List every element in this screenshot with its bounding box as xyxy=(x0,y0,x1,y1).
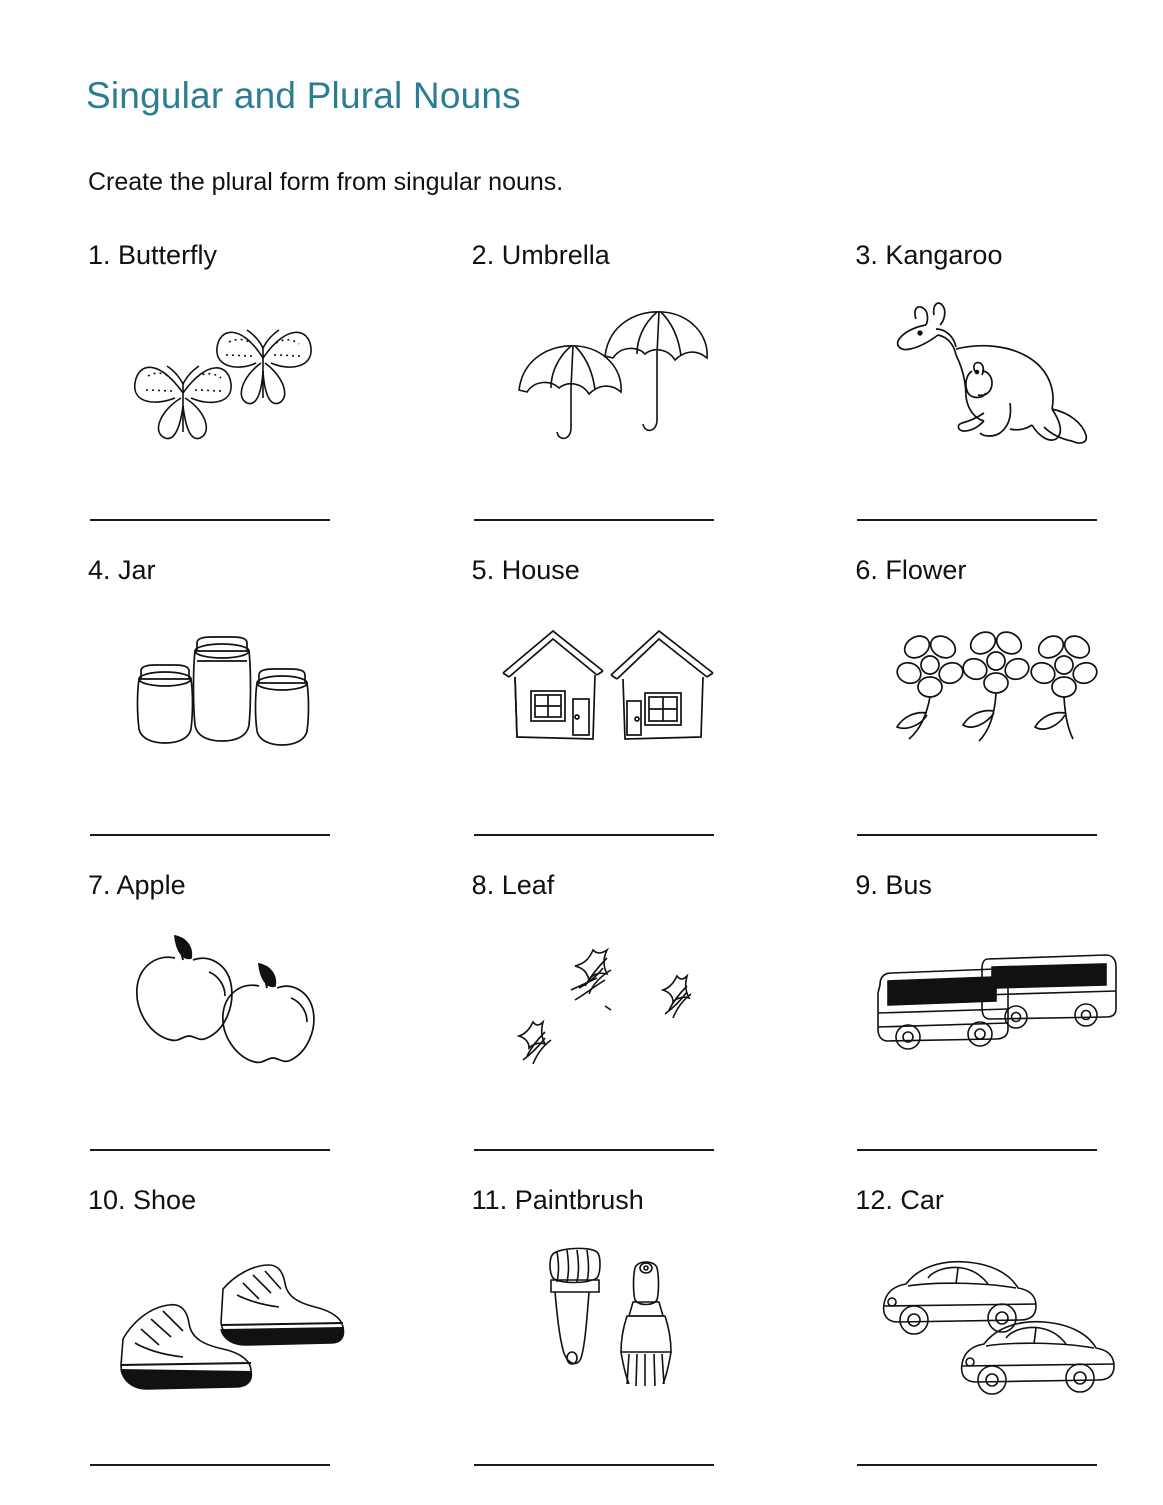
jar-icon xyxy=(60,593,396,783)
exercise-row xyxy=(0,547,1163,862)
answer-line-7[interactable] xyxy=(90,1149,330,1151)
leaf-icon xyxy=(444,908,780,1098)
shoe-icon xyxy=(60,1223,396,1413)
exercise-item-8 xyxy=(444,862,780,1177)
answer-line-2[interactable] xyxy=(474,519,714,521)
butterfly-icon xyxy=(60,278,396,468)
item-label: 3. Kangaroo xyxy=(855,240,1003,270)
exercise-item-4 xyxy=(60,547,396,862)
answer-line-4[interactable] xyxy=(90,834,330,836)
exercise-row xyxy=(0,862,1163,1177)
answer-line-5[interactable] xyxy=(474,834,714,836)
answer-line-12[interactable] xyxy=(857,1464,1097,1466)
exercise-item-12 xyxy=(827,1177,1163,1492)
exercise-row xyxy=(0,232,1163,547)
item-label: 2. Umbrella xyxy=(471,240,610,270)
answer-line-6[interactable] xyxy=(857,834,1097,836)
answer-line-11[interactable] xyxy=(474,1464,714,1466)
house-icon xyxy=(444,593,780,783)
car-icon xyxy=(827,1223,1163,1413)
exercise-item-11 xyxy=(444,1177,780,1492)
item-label: 4. Jar xyxy=(88,555,156,585)
exercise-item-6 xyxy=(827,547,1163,862)
item-label: 8. Leaf xyxy=(471,870,555,900)
exercise-grid xyxy=(0,232,1163,1492)
instructions-text: Create the plural form from singular nouns. xyxy=(88,168,564,196)
answer-line-10[interactable] xyxy=(90,1464,330,1466)
item-label: 9. Bus xyxy=(855,870,932,900)
exercise-item-3 xyxy=(827,232,1163,547)
exercise-item-2 xyxy=(444,232,780,547)
item-label: 10. Shoe xyxy=(88,1185,197,1215)
answer-line-3[interactable] xyxy=(857,519,1097,521)
answer-line-9[interactable] xyxy=(857,1149,1097,1151)
page-title: Singular and Plural Nouns xyxy=(86,75,521,116)
answer-line-1[interactable] xyxy=(90,519,330,521)
paintbrush-icon xyxy=(444,1223,780,1413)
exercise-row xyxy=(0,1177,1163,1492)
exercise-item-1 xyxy=(60,232,396,547)
kangaroo-icon xyxy=(827,278,1163,468)
answer-line-8[interactable] xyxy=(474,1149,714,1151)
item-label: 7. Apple xyxy=(88,870,186,900)
exercise-item-9 xyxy=(827,862,1163,1177)
exercise-item-10 xyxy=(60,1177,396,1492)
item-label: 11. Paintbrush xyxy=(471,1185,644,1215)
exercise-item-5 xyxy=(444,547,780,862)
flower-icon xyxy=(827,593,1163,783)
item-label: 1. Butterfly xyxy=(88,240,218,270)
umbrella-icon xyxy=(444,278,780,468)
apple-icon xyxy=(60,908,396,1098)
bus-icon xyxy=(827,908,1163,1098)
item-label: 5. House xyxy=(471,555,580,585)
exercise-item-7 xyxy=(60,862,396,1177)
item-label: 12. Car xyxy=(855,1185,944,1215)
item-label: 6. Flower xyxy=(855,555,967,585)
